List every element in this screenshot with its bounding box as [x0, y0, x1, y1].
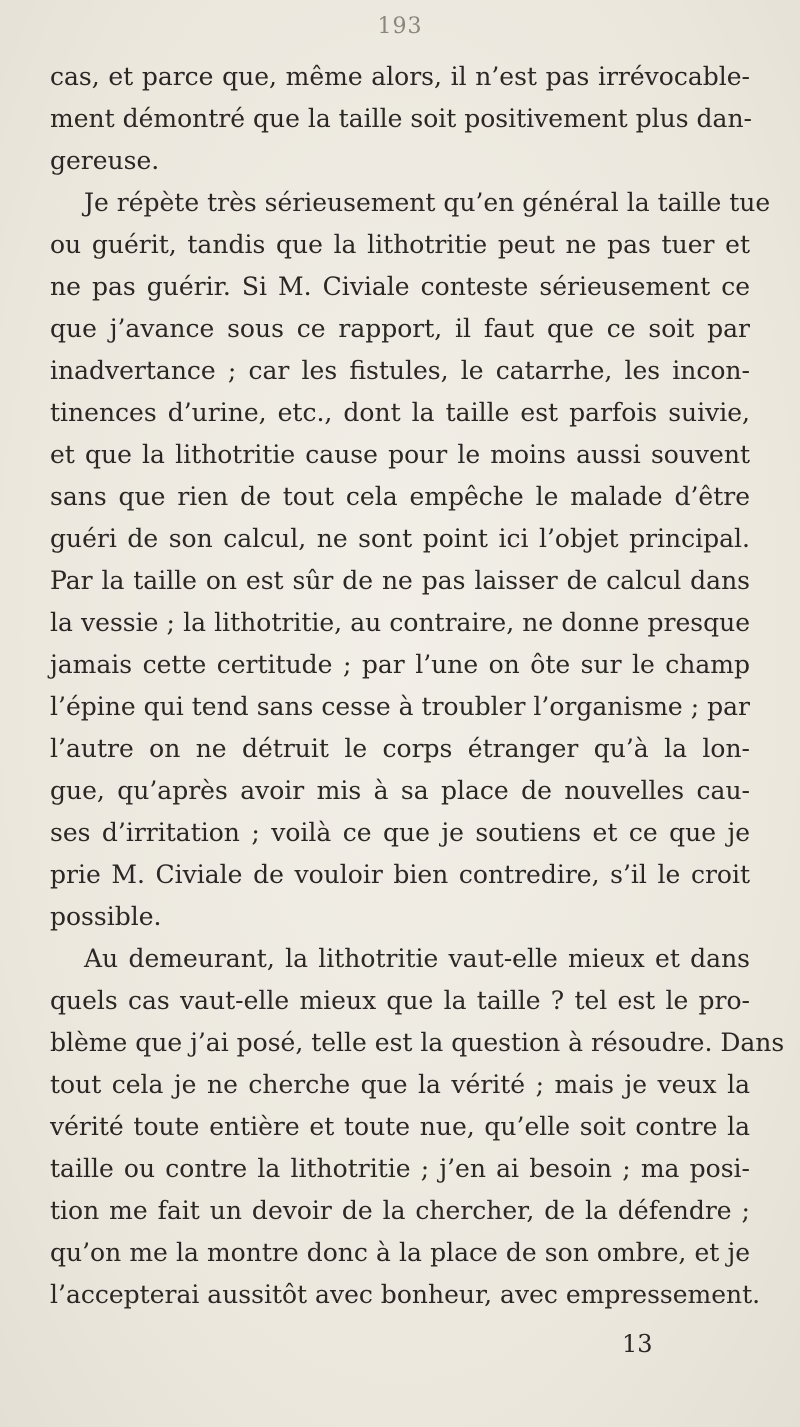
text-line: qu’on me la montre donc à la place de son ombre, et je — [50, 1238, 750, 1267]
text-line: blème que j’ai posé, telle est la question à résoudre. Dans — [50, 1028, 785, 1057]
text-line: tout cela je ne cherche que la vérité ; mais je veux la — [50, 1070, 750, 1099]
text-line: guéri de son calcul, ne sont point ici l’objet principal. — [50, 524, 750, 553]
text-line: inadvertance ; car les fistules, le catarrhe, les incon- — [50, 356, 750, 385]
text-line: quels cas vaut-elle mieux que la taille ? tel est le pro- — [50, 986, 750, 1015]
text-line: tion me fait un devoir de la chercher, de la défendre ; — [50, 1196, 750, 1225]
text-line: taille ou contre la lithotritie ; j’en ai besoin ; ma posi- — [50, 1154, 750, 1183]
text-line: tinences d’urine, etc., dont la taille est parfois suivie, — [50, 398, 750, 427]
text-line: prie M. Civiale de vouloir bien contredire, s’il le croit — [50, 860, 750, 889]
text-line: l’épine qui tend sans cesse à troubler l’organisme ; par — [50, 692, 750, 721]
text-line: ou guérit, tandis que la lithotritie peut ne pas tuer et — [50, 230, 750, 259]
text-line: la vessie ; la lithotritie, au contraire, ne donne presque — [50, 608, 750, 637]
text-line: ment démontré que la taille soit positivement plus dan- — [50, 104, 753, 133]
body-text — [50, 56, 785, 1316]
text-line: l’autre on ne détruit le corps étranger qu’à la lon- — [50, 734, 750, 763]
signature-mark: 13 — [622, 1330, 653, 1358]
text-line: ses d’irritation ; voilà ce que je soutiens et ce que je — [50, 818, 750, 847]
text-line: Je répète très sérieusement qu’en général la taille tue — [84, 188, 771, 217]
text-line: sans que rien de tout cela empêche le malade d’être — [50, 482, 750, 511]
page-number: 193 — [377, 14, 423, 39]
text-line: cas, et parce que, même alors, il n’est pas irrévocable- — [50, 62, 750, 91]
text-line: Au demeurant, la lithotritie vaut-elle mieux et dans — [84, 944, 750, 973]
text-line: gereuse. — [50, 146, 160, 175]
text-line: jamais cette certitude ; par l’une on ôte sur le champ — [50, 650, 750, 679]
text-line: l’accepterai aussitôt avec bonheur, avec empressement. — [50, 1280, 761, 1309]
text-line: vérité toute entière et toute nue, qu’elle soit contre la — [50, 1112, 750, 1141]
text-line: ne pas guérir. Si M. Civiale conteste sérieusement ce — [50, 272, 750, 301]
text-line: et que la lithotritie cause pour le moins aussi souvent — [50, 440, 750, 469]
text-line: possible. — [50, 902, 162, 931]
text-line: que j’avance sous ce rapport, il faut que ce soit par — [50, 314, 750, 343]
text-line: Par la taille on est sûr de ne pas laisser de calcul dans — [50, 566, 750, 595]
text-line: gue, qu’après avoir mis à sa place de nouvelles cau- — [50, 776, 750, 805]
